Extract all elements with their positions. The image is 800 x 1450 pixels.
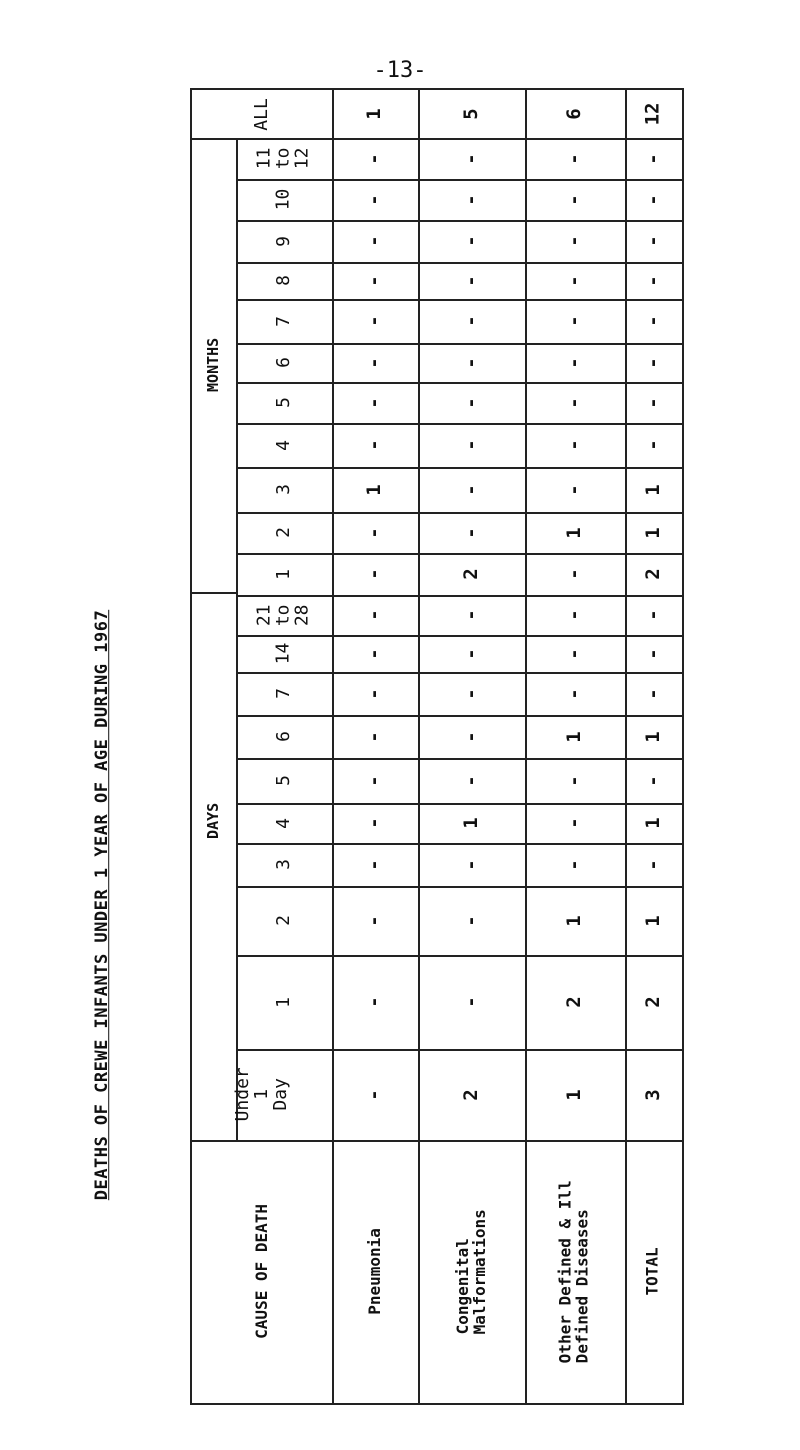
column-header: [236, 467, 332, 512]
table-cell: [625, 955, 682, 1049]
table-cell-text: -: [459, 730, 482, 743]
column-header: [236, 955, 332, 1049]
cause-header-text: CAUSE OF DEATH: [251, 1204, 271, 1339]
table-cell: [625, 262, 682, 299]
table-cell-text: 1: [459, 817, 482, 829]
table-cell-text: -: [459, 193, 482, 206]
table-cell: [418, 955, 525, 1049]
column-header: [236, 179, 332, 220]
column-header: [236, 382, 332, 423]
table-cell: [332, 220, 418, 262]
page-number: -13-: [373, 58, 427, 83]
table-cell: [625, 90, 682, 138]
table-cell: [625, 843, 682, 886]
table-cell-text: -: [363, 152, 386, 165]
table-cell: [525, 886, 625, 955]
table-cell: [418, 512, 525, 553]
table-cell-text: -: [459, 235, 482, 247]
table-cell-text: -: [459, 858, 482, 871]
days-group-header-text: DAYS: [204, 802, 223, 839]
table-cell-text: -: [363, 609, 386, 621]
column-header-text: 11 to 12: [253, 147, 313, 170]
cause-header: [192, 1140, 332, 1403]
table-cell-text: -: [459, 152, 482, 165]
column-header-text: 7: [272, 315, 294, 327]
table-cell: [625, 672, 682, 715]
table-cell-text: 2: [641, 568, 664, 580]
table-cell: [625, 220, 682, 262]
table-cell: [332, 423, 418, 467]
table-cell-text: -: [641, 274, 664, 287]
table-cell: [332, 955, 418, 1049]
table-cell: [418, 343, 525, 382]
table-cell-text: -: [459, 914, 482, 927]
table-cell: [525, 467, 625, 512]
table-cell: [625, 467, 682, 512]
table-cell-text: -: [459, 396, 482, 409]
column-header-text: 2: [272, 527, 294, 538]
table-cell: [525, 299, 625, 343]
column-header: [236, 758, 332, 803]
table-cell: [625, 758, 682, 803]
table-cell: [525, 715, 625, 758]
table-cell-text: -: [563, 439, 586, 451]
table-cell-text: 3: [641, 1088, 664, 1101]
table-cell: [418, 467, 525, 512]
table-cell: [418, 423, 525, 467]
table-cell-text: 1: [563, 1088, 586, 1101]
table-cell: [525, 423, 625, 467]
table-cell-text: -: [563, 609, 586, 621]
table-cell: [332, 179, 418, 220]
table-cell: [332, 262, 418, 299]
column-header: [236, 715, 332, 758]
table-cell: [418, 758, 525, 803]
table-cell: [625, 1049, 682, 1140]
table-cell: [418, 1049, 525, 1140]
table-cell: [418, 382, 525, 423]
table-cell-text: -: [363, 1088, 386, 1101]
table-cell: [418, 299, 525, 343]
table-cell: [332, 635, 418, 672]
table-cell-text: -: [459, 609, 482, 621]
column-header-text: 5: [272, 775, 294, 786]
table-cell-text: 2: [459, 568, 482, 580]
cause-label-text: Other Defined & Ill Defined Diseases: [556, 1179, 592, 1364]
table-cell: [625, 179, 682, 220]
table-cell: [332, 715, 418, 758]
table-cell: [332, 843, 418, 886]
table-cell: [625, 343, 682, 382]
cause-label: [418, 1140, 525, 1403]
table-cell-text: -: [563, 356, 586, 369]
table-cell-text: -: [641, 235, 664, 247]
months-group-header-text: MONTHS: [204, 337, 223, 393]
table-cell-text: 1: [641, 817, 664, 829]
months-group-header: [192, 138, 236, 592]
table-cell: [332, 595, 418, 635]
table-cell-text: -: [459, 774, 482, 787]
table-cell: [525, 1049, 625, 1140]
table-cell: [332, 382, 418, 423]
table-cell-text: -: [363, 914, 386, 927]
table-cell-text: -: [641, 647, 664, 660]
table-cell-text: -: [363, 356, 386, 369]
column-header: [236, 343, 332, 382]
cause-label-text: Pneumonia: [364, 1228, 384, 1315]
column-header-text: 21 to 28: [253, 604, 313, 626]
table-cell-text: 2: [459, 1088, 482, 1101]
table-cell: [332, 512, 418, 553]
deaths-table: [190, 88, 684, 1405]
column-header: [192, 90, 332, 138]
table-cell-text: 6: [563, 108, 586, 120]
table-cell: [418, 715, 525, 758]
table-cell: [418, 220, 525, 262]
column-header-text: 3: [272, 859, 294, 870]
table-cell-text: -: [363, 193, 386, 206]
column-header-text: 14: [272, 642, 294, 665]
table-cell-text: 2: [641, 996, 664, 1008]
table-cell: [525, 595, 625, 635]
table-cell-text: -: [459, 687, 482, 700]
cause-label-text: TOTAL: [643, 1247, 663, 1296]
table-cell: [332, 90, 418, 138]
column-header: [192, 1049, 332, 1140]
table-cell-text: -: [641, 356, 664, 369]
table-cell: [418, 635, 525, 672]
table-cell-text: 1: [641, 483, 664, 496]
table-cell: [525, 220, 625, 262]
table-cell-text: -: [459, 274, 482, 287]
table-cell: [625, 886, 682, 955]
table-cell-text: 1: [641, 914, 664, 927]
table-cell: [332, 138, 418, 179]
table-cell-text: 12: [641, 102, 664, 126]
table-cell-text: 2: [563, 996, 586, 1008]
table-cell: [625, 138, 682, 179]
table-cell: [332, 803, 418, 843]
table-cell-text: -: [363, 439, 386, 451]
table-cell-text: 1: [363, 108, 386, 120]
table-cell: [525, 382, 625, 423]
table-cell: [525, 803, 625, 843]
table-cell-text: 1: [563, 914, 586, 927]
table-cell: [418, 672, 525, 715]
table-cell: [625, 512, 682, 553]
column-header-text: 4: [272, 439, 294, 451]
days-group-header: [192, 592, 236, 1049]
column-header: [236, 672, 332, 715]
table-cell: [418, 886, 525, 955]
column-header-text: 1: [272, 996, 294, 1008]
column-header: [236, 512, 332, 553]
column-header: [236, 262, 332, 299]
table-cell: [625, 595, 682, 635]
table-cell-text: -: [363, 817, 386, 829]
table-cell-text: 1: [641, 730, 664, 743]
table-cell-text: -: [363, 235, 386, 247]
table-cell-text: -: [563, 396, 586, 409]
table-cell-text: -: [641, 396, 664, 409]
column-header: [236, 220, 332, 262]
column-header-text: 7: [272, 688, 294, 699]
table-cell-text: -: [563, 687, 586, 700]
table-cell-text: -: [563, 193, 586, 206]
cause-label-text: Congenital Malformations: [452, 1208, 489, 1335]
table-cell: [625, 423, 682, 467]
cause-label: [332, 1140, 418, 1403]
table-cell: [525, 138, 625, 179]
table-cell: [332, 1049, 418, 1140]
table-cell: [525, 512, 625, 553]
table-cell-text: -: [641, 439, 664, 451]
column-header: [236, 803, 332, 843]
table-cell: [332, 758, 418, 803]
table-cell: [418, 179, 525, 220]
table-cell-text: -: [363, 274, 386, 287]
column-header: [236, 299, 332, 343]
table-cell-text: -: [363, 396, 386, 409]
column-header-text: Under 1 Day: [231, 1067, 291, 1122]
column-header-text: 9: [272, 235, 294, 247]
table-cell-text: -: [563, 152, 586, 165]
table-cell: [418, 262, 525, 299]
table-cell-text: 5: [459, 108, 482, 120]
table-cell-text: 1: [641, 526, 664, 539]
table-cell-text: -: [563, 315, 586, 327]
table-cell-text: 1: [363, 483, 386, 496]
table-cell-text: -: [363, 315, 386, 327]
table-cell: [525, 553, 625, 595]
table-cell: [418, 843, 525, 886]
column-header-text: 2: [272, 915, 294, 926]
table-cell-text: -: [363, 996, 386, 1008]
table-cell-text: -: [641, 609, 664, 621]
table-cell-text: 1: [563, 526, 586, 539]
cause-label: [625, 1140, 682, 1403]
table-cell: [332, 299, 418, 343]
column-header-text: 10: [272, 188, 294, 211]
table-cell-text: -: [563, 647, 586, 660]
table-cell: [525, 179, 625, 220]
table-cell-text: -: [641, 858, 664, 871]
table-cell-text: -: [563, 274, 586, 287]
column-header: [236, 423, 332, 467]
column-header-text: 5: [272, 397, 294, 408]
table-cell: [418, 595, 525, 635]
table-cell: [332, 672, 418, 715]
table-cell: [525, 843, 625, 886]
table-cell-text: -: [459, 647, 482, 660]
table-cell-text: -: [459, 315, 482, 327]
table-title-text: DEATHS OF CREWE INFANTS UNDER 1 YEAR OF AGE DURING 1967: [92, 609, 113, 1201]
table-cell: [525, 955, 625, 1049]
column-header-text: 4: [272, 817, 294, 829]
table-cell-text: -: [459, 996, 482, 1008]
table-cell-text: -: [641, 193, 664, 206]
table-cell: [625, 635, 682, 672]
column-header-text: 6: [272, 357, 294, 368]
table-cell-text: -: [363, 730, 386, 743]
table-cell: [625, 553, 682, 595]
column-header-text: ALL: [250, 97, 272, 131]
table-cell: [625, 715, 682, 758]
column-header: [236, 843, 332, 886]
table-cell-text: -: [459, 439, 482, 451]
table-cell: [332, 553, 418, 595]
table-cell-text: -: [459, 526, 482, 539]
table-cell: [332, 886, 418, 955]
table-cell: [418, 553, 525, 595]
column-header: [236, 553, 332, 595]
column-header: [236, 595, 332, 635]
table-cell: [625, 299, 682, 343]
column-header-text: 8: [272, 275, 294, 286]
table-cell-text: -: [363, 774, 386, 787]
table-cell-text: -: [641, 152, 664, 165]
column-header: [236, 138, 332, 179]
table-cell-text: -: [459, 483, 482, 496]
table-cell: [625, 382, 682, 423]
table-cell-text: -: [563, 483, 586, 496]
table-cell-text: -: [563, 817, 586, 829]
table-cell: [418, 803, 525, 843]
column-header: [236, 886, 332, 955]
table-cell-text: -: [641, 687, 664, 700]
table-cell: [418, 138, 525, 179]
column-header-text: 6: [272, 731, 294, 742]
table-cell: [418, 90, 525, 138]
cause-label: [525, 1140, 625, 1403]
table-cell-text: 1: [563, 730, 586, 743]
table-cell: [525, 262, 625, 299]
table-cell-text: -: [563, 568, 586, 580]
table-cell-text: -: [641, 315, 664, 327]
table-cell-text: -: [563, 235, 586, 247]
table-cell: [525, 758, 625, 803]
table-cell-text: -: [563, 858, 586, 871]
table-title: [88, 360, 116, 1450]
table-cell: [525, 90, 625, 138]
table-cell-text: -: [363, 687, 386, 700]
column-header: [236, 635, 332, 672]
table-cell-text: -: [363, 858, 386, 871]
column-header-text: 1: [272, 568, 294, 580]
table-cell-text: -: [459, 356, 482, 369]
table-cell-text: -: [363, 568, 386, 580]
table-cell: [625, 803, 682, 843]
column-header-text: 3: [272, 484, 294, 495]
table-cell-text: -: [563, 774, 586, 787]
table-cell: [525, 672, 625, 715]
table-cell: [525, 343, 625, 382]
table-cell-text: -: [641, 774, 664, 787]
table-cell: [332, 467, 418, 512]
table-cell: [332, 343, 418, 382]
table-cell-text: -: [363, 526, 386, 539]
table-cell-text: -: [363, 647, 386, 660]
table-cell: [525, 635, 625, 672]
